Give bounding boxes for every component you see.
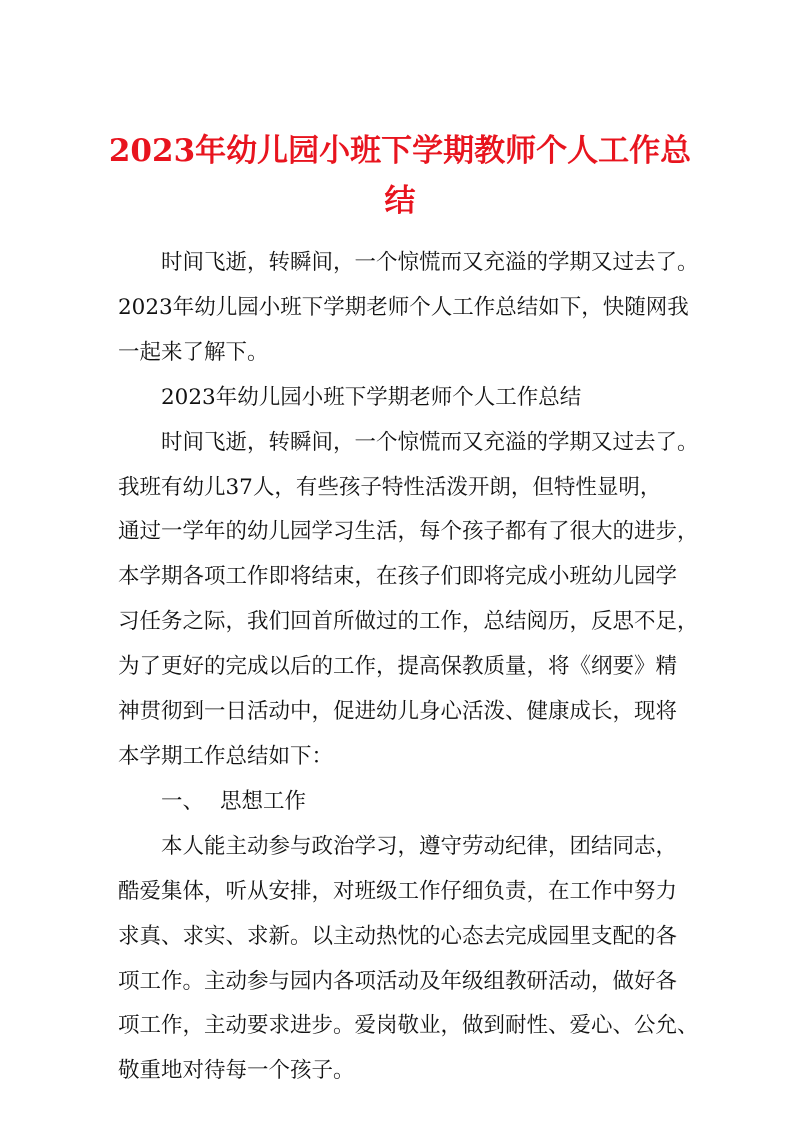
document-title [100, 126, 700, 226]
text-line: 求真、求实、求新。以主动热忱的心态去完成园里支配的各 [118, 923, 678, 949]
section-heading-text: 思想工作 [220, 788, 307, 814]
text-line: 本人能主动参与政治学习，遵守劳动纪律，团结同志， [161, 833, 678, 859]
text-line: 通过一学年的幼儿园学习生活，每个孩子都有了很大的进步， [118, 519, 699, 545]
text-line: 2023年幼儿园小班下学期老师个人工作总结 [161, 384, 582, 410]
text-line: 习任务之际，我们回首所做过的工作，总结阅历，反思不足， [118, 609, 699, 635]
document-body [118, 241, 699, 1094]
text-line: 本学期各项工作即将结束，在孩子们即将完成小班幼儿园学 [118, 564, 678, 590]
summary-paragraph [118, 421, 699, 780]
text-line: 2023年幼儿园小班下学期老师个人工作总结如下，快随网我 [118, 294, 689, 320]
title-line-2: 结 [384, 183, 416, 219]
text-line: 时间飞逝，转瞬间，一个惊慌而又充溢的学期又过去了。 [161, 429, 699, 455]
text-line: 我班有幼儿37人，有些孩子特性活泼开朗，但特性显明， [118, 474, 662, 500]
subtitle-paragraph [118, 376, 688, 421]
section-heading [118, 780, 688, 825]
text-line: 酷爱集体，听从安排，对班级工作仔细负责，在工作中努力 [118, 878, 678, 904]
text-line: 一起来了解下。 [118, 339, 269, 365]
text-line: 项工作。主动参与园内各项活动及年级组教研活动，做好各 [118, 968, 678, 994]
title-line-1: 2023年幼儿园小班下学期教师个人工作总 [108, 133, 692, 169]
section-heading-line [118, 780, 688, 825]
section-number: 一、 [161, 788, 205, 814]
intro-paragraph [118, 241, 699, 376]
text-line: 神贯彻到一日活动中，促进幼儿身心活泼、健康成长，现将 [118, 699, 678, 725]
text-line: 本学期工作总结如下： [118, 743, 334, 769]
text-line: 项工作，主动要求进步。爱岗敬业，做到耐性、爱心、公允、 [118, 1013, 699, 1039]
text-line: 时间飞逝，转瞬间，一个惊慌而又充溢的学期又过去了。 [161, 250, 699, 275]
text-line: 为了更好的完成以后的工作，提高保教质量，将《纲要》精 [118, 654, 678, 680]
text-line: 敬重地对待每一个孩子。 [118, 1058, 355, 1084]
section-paragraph [118, 825, 699, 1094]
